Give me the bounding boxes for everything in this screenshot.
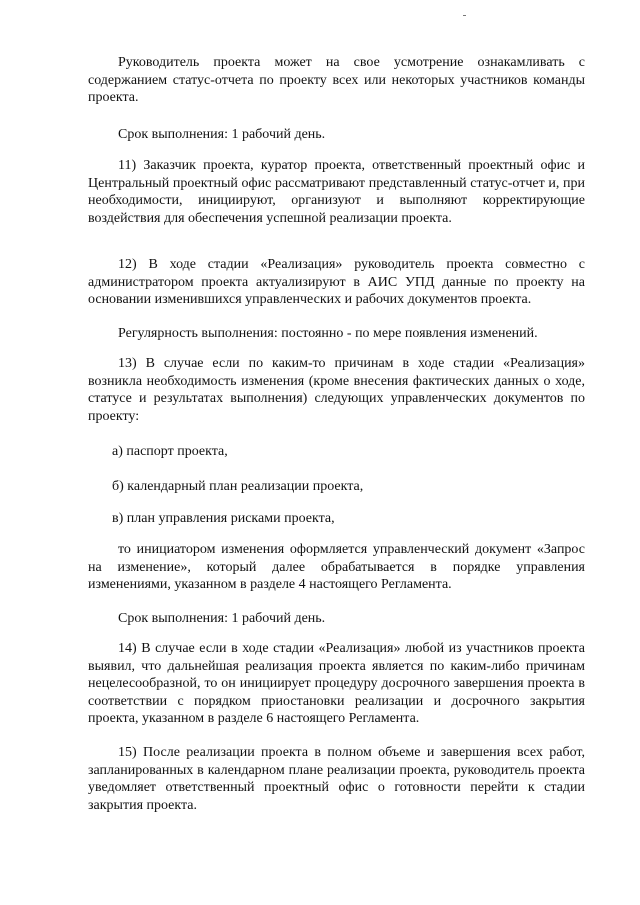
list-item-calendar-plan: б) календарный план реализации проекта, [112, 479, 364, 494]
scan-speck [463, 15, 466, 16]
paragraph-item-13: 13) В случае если по каким-то причинам в ходе стадии «Реализация» возникла необходимость изменения (кроме внесения фактических данных о ходе, статусе и результатах выполнения) следующих управленческих документов по проекту: [88, 356, 585, 424]
paragraph-item-14: 14) В случае если в ходе стадии «Реализация» любой из участников проекта выявил, что дальнейшая реализация проекта является по каким-либо причинам нецелесообразной, то он инициирует процедуру досрочного завершения проекта в соответствии с порядком приостановки реализации и досрочного закрытия проекта, указанном в разделе 6 настоящего Регламента. [88, 641, 585, 727]
paragraph-regularity: Регулярность выполнения: постоянно - по мере появления изменений. [118, 326, 538, 341]
paragraph-item-11: 11) Заказчик проекта, куратор проекта, ответственный проектный офис и Центральный проектный офис рассматривают представленный статус-отчет и, при необходимости, инициируют, организуют и выполняют корректирующие воздействия для обеспечения успешной реализации проекта. [88, 158, 585, 226]
paragraph-deadline-1: Срок выполнения: 1 рабочий день. [118, 127, 326, 142]
paragraph-item-12: 12) В ходе стадии «Реализация» руководитель проекта совместно с администратором проекта актуализируют в АИС УПД данные по проекту на основании изменившихся управленческих и рабочих документов проекта. [88, 257, 585, 308]
paragraph-review-status-report: Руководитель проекта может на свое усмотрение ознакамливать с содержанием статус-отчета по проекту всех или некоторых участников команды проекта. [88, 55, 585, 106]
list-item-risk-plan: в) план управления рисками проекта, [112, 511, 335, 526]
list-item-passport: а) паспорт проекта, [112, 444, 228, 459]
paragraph-item-15: 15) После реализации проекта в полном объеме и завершения всех работ, запланированных в календарном плане реализации проекта, руководитель проекта уведомляет ответственный проектный офис о готовности перейти к стадии закрытия проекта. [88, 745, 585, 813]
paragraph-deadline-2: Срок выполнения: 1 рабочий день. [118, 611, 326, 626]
paragraph-change-request: то инициатором изменения оформляется управленческий документ «Запрос на изменение», который далее обрабатывается в порядке управления изменениями, указанном в разделе 4 настоящего Регламента. [88, 542, 585, 593]
